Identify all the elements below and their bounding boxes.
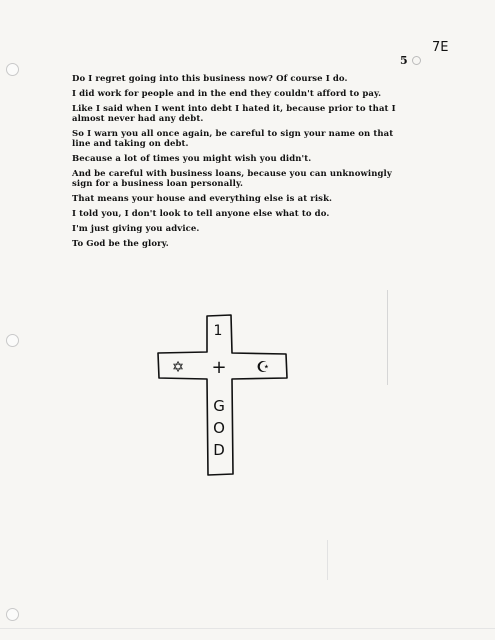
cross-plus-symbol: + bbox=[211, 357, 227, 378]
cross-drawing bbox=[152, 310, 312, 480]
binder-hole bbox=[6, 334, 19, 347]
paragraph: Because a lot of times you might wish you didn't. bbox=[72, 154, 312, 164]
crescent-star-icon: ☪ bbox=[256, 358, 270, 376]
body-text bbox=[72, 74, 397, 254]
scan-line bbox=[327, 540, 328, 580]
paragraph: So I warn you all once again, be careful to sign your name on that line and taking on debt. bbox=[72, 129, 394, 149]
hand-drawn-cross bbox=[152, 310, 312, 480]
circle-mark bbox=[412, 56, 421, 65]
paragraph: To God be the glory. bbox=[72, 239, 169, 249]
handwritten-mark: 7E bbox=[432, 40, 449, 55]
scan-line bbox=[387, 290, 388, 385]
paragraph: I told you, I don't look to tell anyone else what to do. bbox=[72, 209, 330, 219]
page-edge bbox=[0, 628, 495, 629]
cross-letter-d: D bbox=[213, 441, 225, 459]
paragraph: I did work for people and in the end they couldn't afford to pay. bbox=[72, 89, 382, 99]
paragraph: And be careful with business loans, because you can unknowingly sign for a business loan personally. bbox=[72, 169, 392, 189]
cross-letter-g: G bbox=[213, 397, 225, 415]
cross-letter-o: O bbox=[213, 419, 225, 437]
paragraph: Like I said when I went into debt I hated it, because prior to that I almost never had any debt. bbox=[72, 104, 396, 124]
page-number: 5 bbox=[400, 54, 408, 67]
binder-hole bbox=[6, 608, 19, 621]
paragraph: I'm just giving you advice. bbox=[72, 224, 200, 234]
cross-number: 1 bbox=[213, 323, 223, 339]
star-of-david-icon: ✡ bbox=[171, 358, 185, 376]
paragraph: That means your house and everything else is at risk. bbox=[72, 194, 333, 204]
paragraph: Do I regret going into this business now? Of course I do. bbox=[72, 74, 348, 84]
binder-hole bbox=[6, 63, 19, 76]
